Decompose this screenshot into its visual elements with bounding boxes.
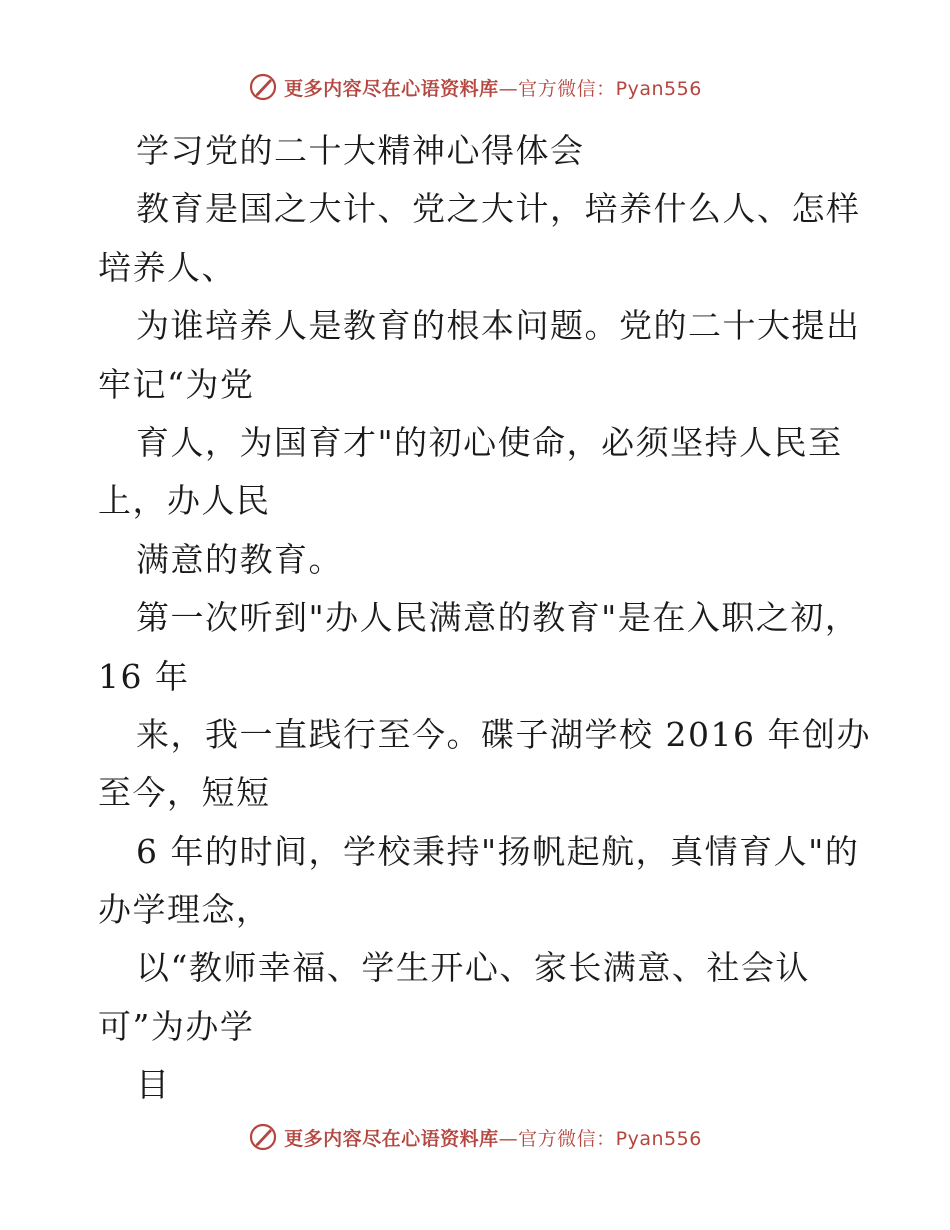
header-watermark [0, 72, 950, 102]
paragraph-line: 目 [136, 1065, 171, 1105]
quill-pen-logo-icon [248, 1122, 278, 1152]
paragraph-line: 6 年的时间，学校秉持"扬帆起航，真情育人"的 [136, 831, 860, 871]
paragraph-line: 上，办人民 [98, 481, 271, 521]
paragraph-line: 满意的教育。 [136, 539, 343, 579]
paragraph-line: 16 年 [98, 656, 190, 696]
paragraph-line: 第一次听到"办人民满意的教育"是在入职之初， [136, 598, 860, 638]
paragraph-line: 至今，短短 [98, 773, 271, 813]
paragraph-line: 办学理念， [98, 890, 271, 930]
watermark-text [284, 1124, 702, 1151]
watermark-contact-text: —官方微信：Pyan556 [498, 77, 702, 100]
paragraph-line: 为谁培养人是教育的根本问题。党的二十大提出 [136, 306, 861, 346]
paragraph-line: 培养人、 [98, 247, 236, 287]
watermark-text [284, 74, 702, 101]
paragraph-line: 来，我一直践行至今。碟子湖学校 2016 年创办 [136, 714, 871, 754]
watermark-main-text: 更多内容尽在心语资料库 [284, 1127, 499, 1150]
footer-watermark [0, 1122, 950, 1152]
paragraph-line: 可”为办学 [98, 1006, 255, 1046]
paragraph-line: 以“教师幸福、学生开心、家长满意、社会认 [136, 948, 810, 988]
document-body [98, 122, 871, 1115]
document-title: 学习党的二十大精神心得体会 [136, 131, 585, 170]
paragraph-line: 教育是国之大计、党之大计，培养什么人、怎样 [136, 189, 861, 229]
watermark-contact-text: —官方微信：Pyan556 [498, 1127, 702, 1150]
paragraph-line: 牢记“为党 [98, 364, 255, 404]
quill-pen-logo-icon [248, 72, 278, 102]
paragraph-line: 育人，为国育才"的初心使命，必须坚持人民至 [136, 422, 843, 462]
watermark-main-text: 更多内容尽在心语资料库 [284, 77, 499, 100]
